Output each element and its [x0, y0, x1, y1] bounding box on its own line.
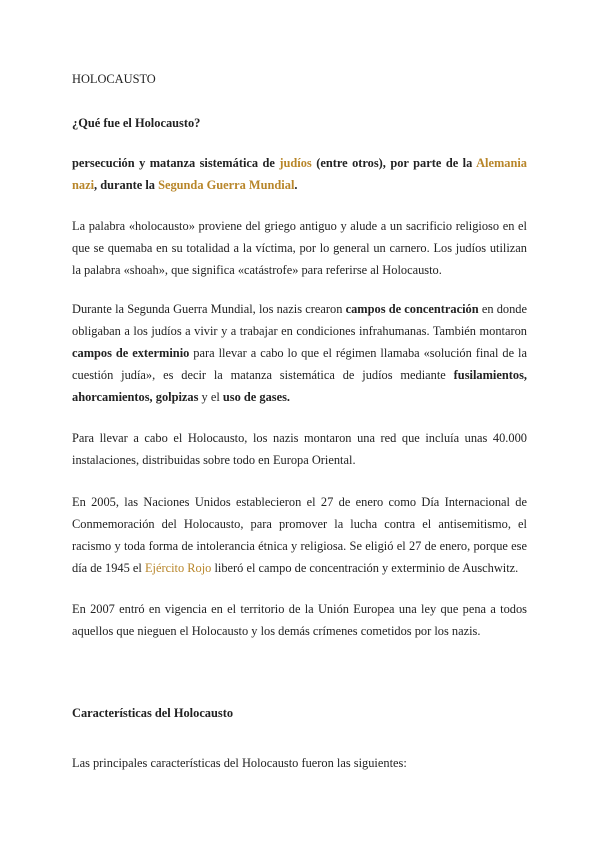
paragraph-holocausto-etymology: La palabra «holocausto» proviene del griego antiguo y alude a un sacrificio religioso en el que se quemaba en su totalidad a la víctima, por lo general un carnero. Los judíos utilizan la palabra «shoah», que significa «catástrofe» para referirse al Holocausto.: [72, 219, 527, 277]
paragraph-campos: [72, 298, 527, 408]
p2-bold-fusilamientos: fusilamientos, ahorcamientos, golpizas: [72, 368, 527, 404]
paragraph-union-europea: En 2007 entró en vigencia en el territorio de la Unión Europea una ley que pena a todos aquellos que nieguen el Holocausto y los demás crímenes cometidos por los nazis.: [72, 602, 527, 638]
paragraph-caracteristicas-intro: Las principales características del Holocausto fueron las siguientes:: [72, 756, 407, 770]
document-title: HOLOCAUSTO: [72, 72, 156, 86]
definition-text-3: , durante la: [94, 178, 159, 192]
p2-text-2: en donde obligaban a los judíos a vivir y a trabajar en condiciones infrahumanas. También montaron: [72, 302, 528, 338]
p4-text-1: En 2005, las Naciones Unidos establecieron el 27 de enero como Día Internacional de Conmemoración del Holocausto, para promover la lucha contra el antisemitismo, el racismo y toda forma de intolerancia étnica y religiosa. Se eligió el 27 de enero, porque ese día de 1945 el: [72, 495, 527, 575]
p4-text-2: liberó el campo de concentración y exterminio de Auschwitz.: [211, 561, 519, 575]
p2-text-4: y el: [198, 390, 223, 404]
segunda-guerra-mundial-link[interactable]: Segunda Guerra Mundial: [158, 178, 295, 192]
definition-text-4: .: [294, 178, 298, 192]
judios-link[interactable]: judíos: [279, 156, 312, 170]
alemania-nazi-link[interactable]: Alemania nazi: [72, 156, 527, 192]
p2-text-3: para llevar a cabo lo que el régimen llamaba «solución final de la cuestión judía», es decir la matanza sistemática de judíos mediante: [72, 346, 527, 382]
definition-text-1: persecución y matanza sistemática de: [72, 156, 280, 170]
paragraph-red-instalaciones: Para llevar a cabo el Holocausto, los nazis montaron una red que incluía unas 40.000 instalaciones, distribuidas sobre todo en Europa Oriental.: [72, 431, 527, 467]
definition-text-2: (entre otros), por parte de la: [311, 156, 477, 170]
p2-text-1: Durante la Segunda Guerra Mundial, los nazis crearon: [72, 302, 346, 316]
p2-bold-campos-concentracion: campos de concentración: [345, 302, 479, 316]
p2-bold-uso-gases: uso de gases.: [222, 390, 291, 404]
caracteristicas-heading: Características del Holocausto: [72, 706, 234, 720]
ejercito-rojo-link[interactable]: Ejército Rojo: [144, 561, 212, 575]
p2-bold-campos-exterminio: campos de exterminio: [72, 346, 190, 360]
definition-paragraph: [72, 152, 527, 196]
paragraph-naciones-unidas: [72, 491, 527, 579]
question-heading: ¿Qué fue el Holocausto?: [72, 116, 201, 130]
